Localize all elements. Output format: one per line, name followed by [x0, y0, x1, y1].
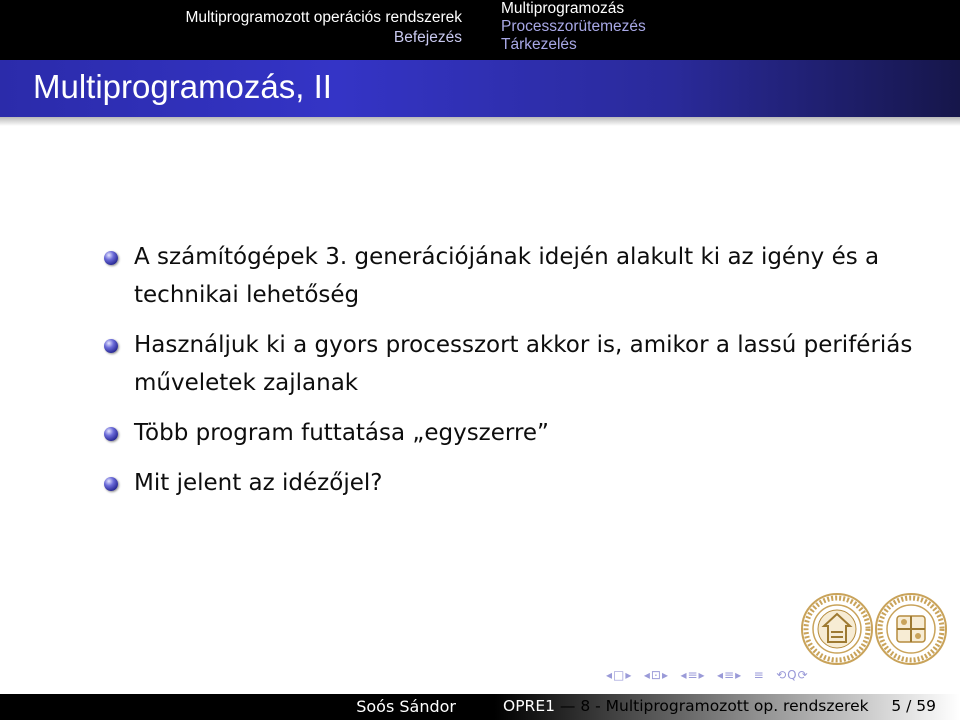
- title-bar-shadow: [0, 117, 960, 126]
- subsection-nav: [501, 0, 960, 60]
- author-name: Soós Sándor: [356, 697, 456, 716]
- nav-doc-icon[interactable]: ≡: [724, 668, 735, 682]
- bullet-item: [104, 326, 924, 402]
- footline: [0, 694, 960, 720]
- nav-subsection-icon[interactable]: ⊡: [650, 668, 661, 682]
- subsection-link-tarkezeles[interactable]: Tárkezelés: [501, 36, 577, 53]
- subsection-link-processzorutemezes[interactable]: Processzorütemezés: [501, 18, 646, 35]
- short-title-prefix: OPRE1: [503, 697, 555, 715]
- frame-title-bar: [0, 60, 960, 117]
- nav-prev-section-icon[interactable]: ◂: [680, 668, 687, 682]
- short-title: [503, 697, 869, 715]
- subsection-link-multiprogramozas[interactable]: Multiprogramozás: [501, 0, 625, 17]
- page-number: 5 / 59: [891, 697, 936, 715]
- bullet-text: Mit jelent az idézőjel?: [134, 470, 383, 496]
- bullet-text: A számítógépek 3. generációjának idején alakult ki az igény és a technikai lehetőség: [134, 244, 880, 308]
- nav-next-section-icon[interactable]: ▸: [698, 668, 705, 682]
- section-link-next[interactable]: Befejezés: [393, 29, 462, 46]
- nav-next-frame-icon[interactable]: ▸: [625, 668, 632, 682]
- nav-forward-icon[interactable]: ⟳: [797, 668, 808, 682]
- bullet-item: [104, 414, 924, 452]
- nav-toc-icon[interactable]: ≡: [753, 668, 764, 682]
- footline-title-box: [480, 694, 960, 720]
- bullet-text: Több program futtatása „egyszerre”: [134, 420, 549, 446]
- nav-next-subsection-icon[interactable]: ▸: [661, 668, 668, 682]
- nav-frame-icon[interactable]: □: [613, 668, 625, 682]
- section-nav: [0, 0, 480, 60]
- section-link-current[interactable]: Multiprogramozott operációs rendszerek: [185, 9, 462, 26]
- nav-search-icon[interactable]: Q: [787, 668, 797, 682]
- footline-author-box: [0, 694, 480, 720]
- faculty-seal-logo: [874, 592, 948, 666]
- nav-prev-frame-icon[interactable]: ◂: [606, 668, 613, 682]
- bullet-ball-icon: [104, 251, 118, 265]
- nav-section-icon[interactable]: ≡: [687, 668, 698, 682]
- university-seal-logo: [800, 592, 874, 666]
- frame-title: Multiprogramozás, II: [33, 68, 332, 105]
- nav-prev-subsection-icon[interactable]: ◂: [643, 668, 650, 682]
- bullet-ball-icon: [104, 477, 118, 491]
- beamer-navigation-symbols: [606, 668, 956, 690]
- headline-bar: [0, 0, 960, 60]
- bullet-item: [104, 464, 924, 502]
- bullet-ball-icon: [104, 427, 118, 441]
- bullet-list: [104, 238, 924, 514]
- nav-next-doc-icon[interactable]: ▸: [735, 668, 742, 682]
- nav-back-icon[interactable]: ⟲: [776, 668, 787, 682]
- bullet-item: [104, 238, 924, 314]
- bullet-text: Használjuk ki a gyors processzort akkor is, amikor a lassú perifériás műveletek zajlanak: [134, 332, 913, 396]
- bullet-ball-icon: [104, 339, 118, 353]
- short-title-rest: — 8 - Multiprogramozott op. rendszerek: [554, 697, 869, 715]
- nav-prev-doc-icon[interactable]: ◂: [717, 668, 724, 682]
